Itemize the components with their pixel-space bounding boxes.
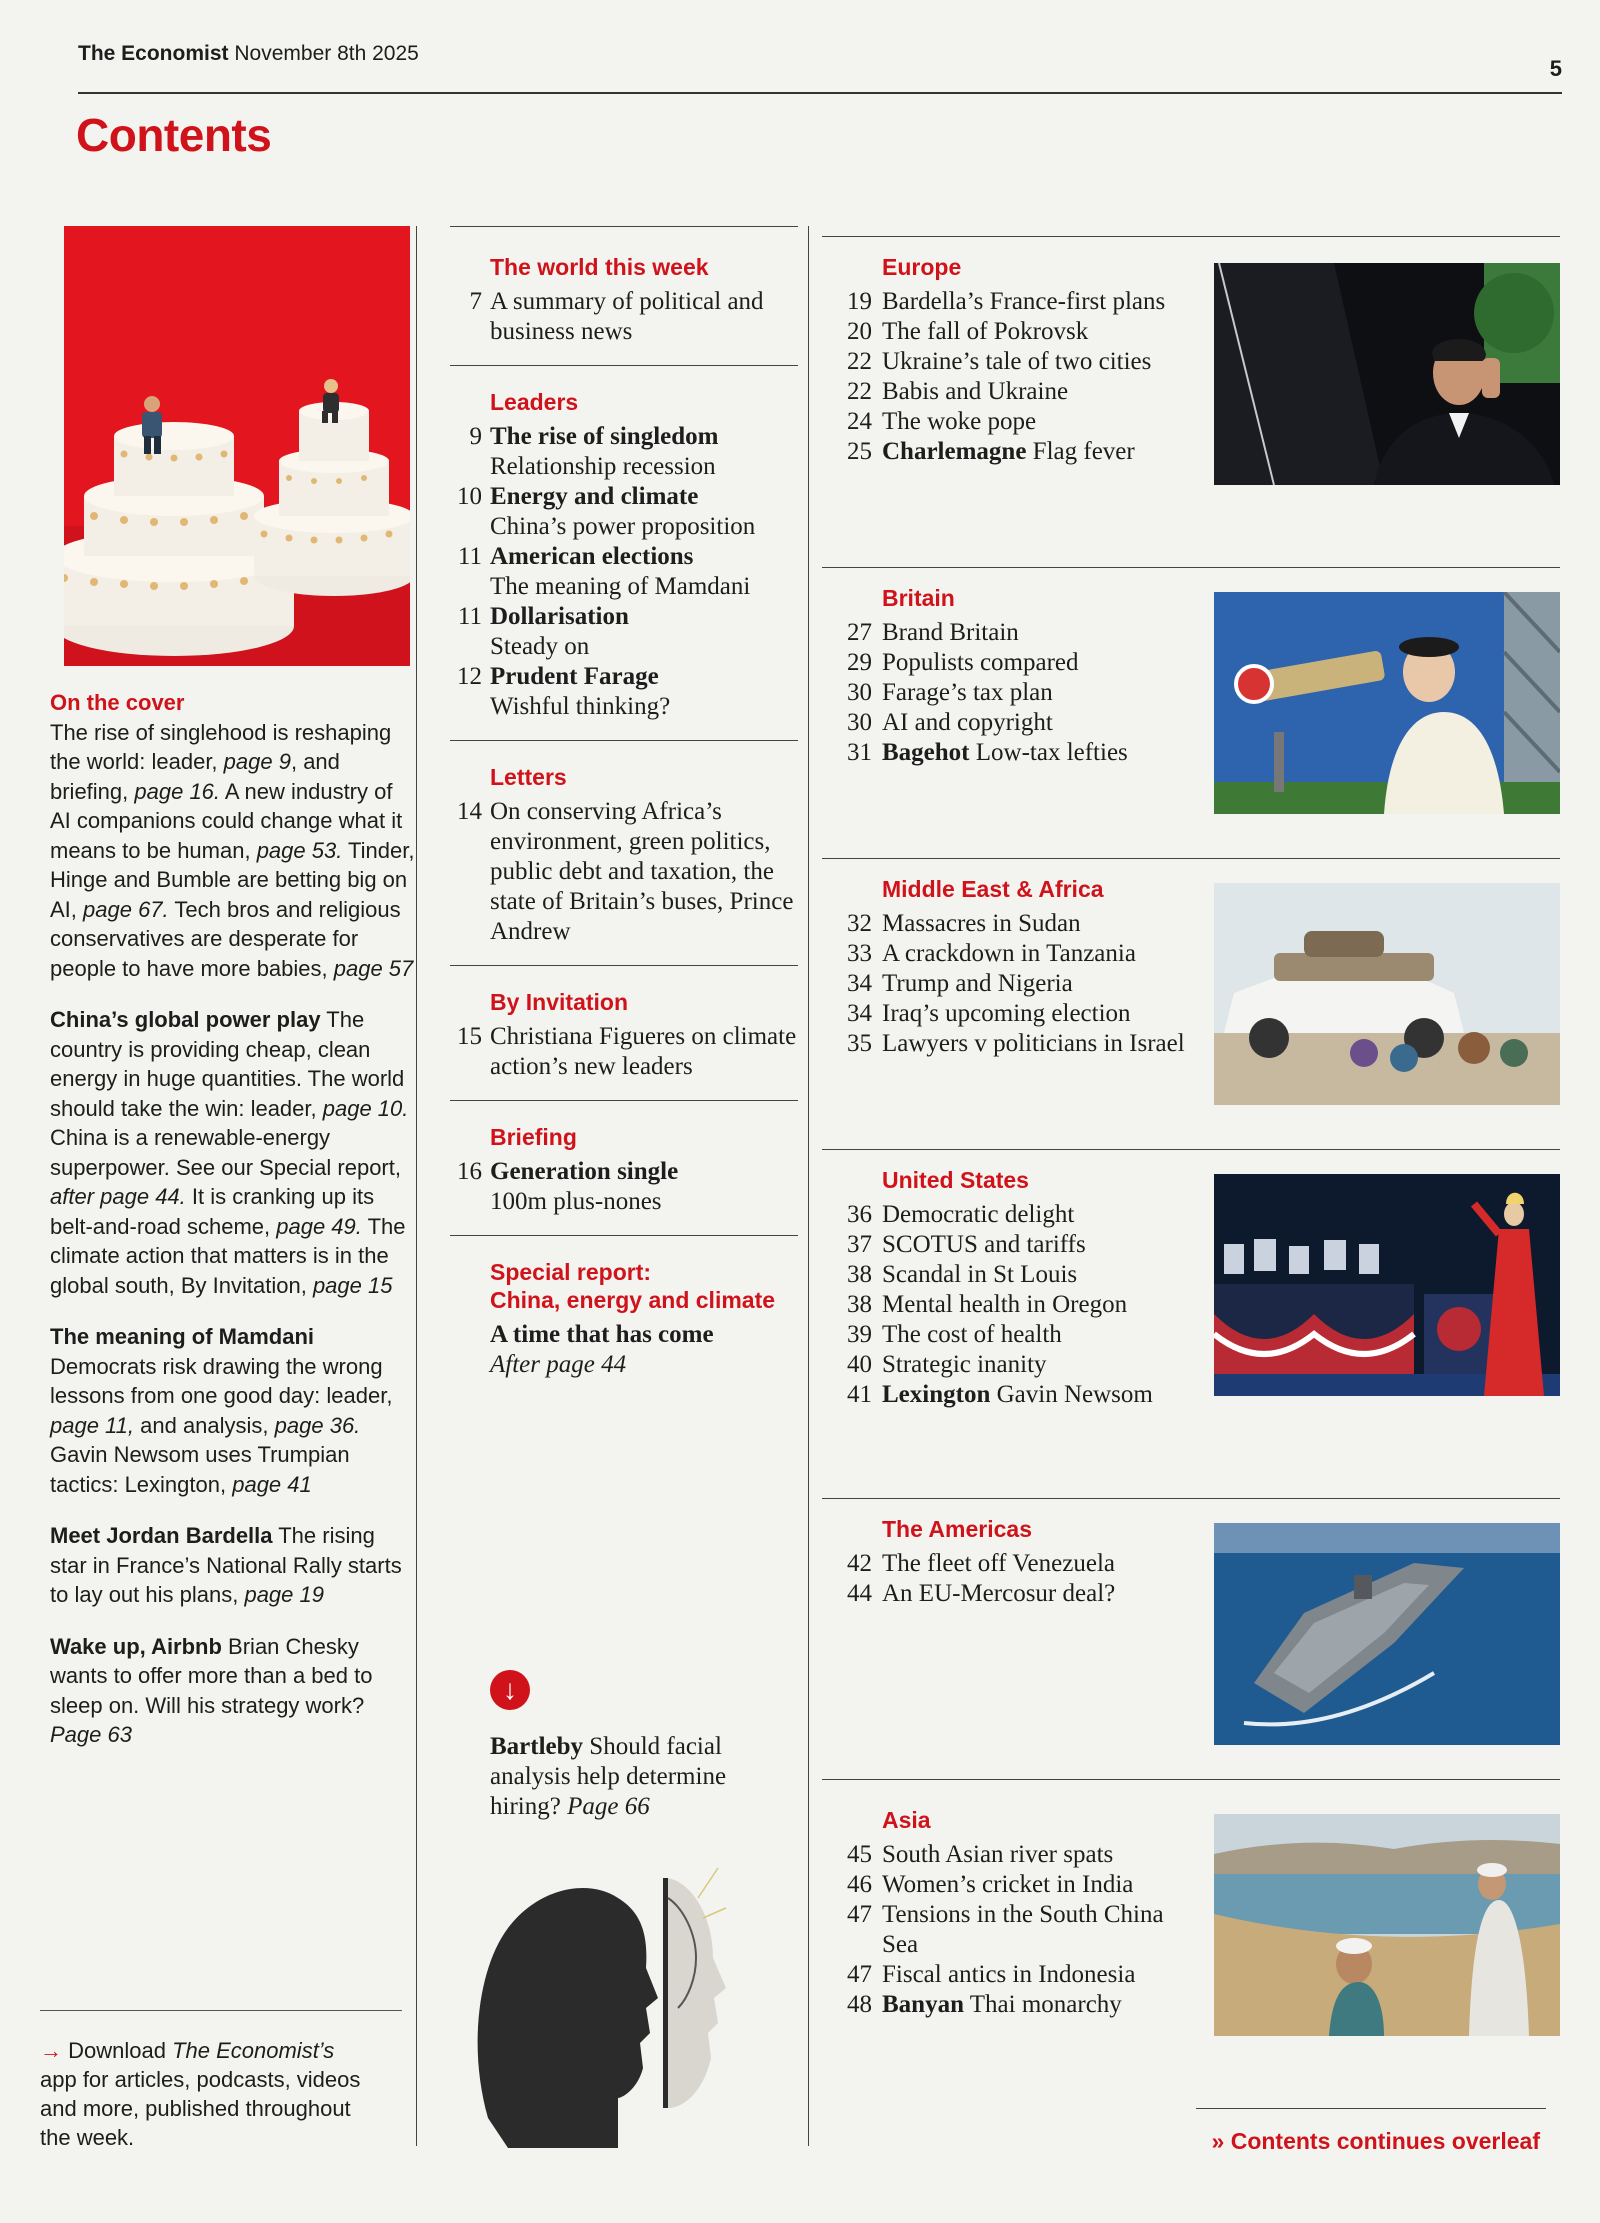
- toc-page: 38: [847, 1291, 872, 1318]
- toc-item[interactable]: [822, 738, 1202, 768]
- toc-item[interactable]: [822, 1840, 1202, 1870]
- toc-title: Iraq’s upcoming election: [882, 1000, 1131, 1027]
- toc-item[interactable]: [822, 1990, 1202, 2020]
- toc-title: Farage’s tax plan: [882, 679, 1053, 706]
- toc-item[interactable]: [822, 909, 1202, 939]
- mamdani-text: Democrats risk drawing the wrong lessons from one good day: leader,: [50, 1353, 393, 1408]
- toc-title: An EU-Mercosur deal?: [882, 1580, 1116, 1607]
- toc-item[interactable]: [822, 1380, 1202, 1410]
- toc-title: Low-tax lefties: [969, 739, 1128, 766]
- toc-title: Trump and Nigeria: [882, 970, 1073, 997]
- toc-item[interactable]: [450, 542, 798, 572]
- section-special-report: [450, 1235, 798, 1398]
- toc-item[interactable]: [822, 969, 1202, 999]
- toc-title: Tensions in the South China Sea: [882, 1901, 1164, 1958]
- toc-item[interactable]: [450, 1157, 798, 1187]
- toc-page: 46: [847, 1871, 872, 1898]
- toc-title: Scandal in St Louis: [882, 1261, 1078, 1288]
- section-heading: Britain: [882, 585, 955, 611]
- section-heading: Special report:: [490, 1259, 652, 1285]
- page-ref: page 11,: [50, 1412, 135, 1438]
- section-letters: [450, 740, 798, 965]
- cover-text: Tech bros and religious conservatives are desperate for people to have more babies,: [50, 896, 401, 981]
- toc-item[interactable]: [822, 1350, 1202, 1380]
- toc-page: 10: [457, 483, 482, 510]
- toc-title: Lawyers v politicians in Israel: [882, 1030, 1185, 1057]
- toc-title: The cost of health: [882, 1321, 1062, 1348]
- toc-item[interactable]: [822, 648, 1202, 678]
- toc-title: American elections: [490, 543, 694, 570]
- toc-title: Energy and climate: [490, 483, 699, 510]
- toc-item[interactable]: [822, 618, 1202, 648]
- europe-photo: [1214, 263, 1560, 485]
- toc-item[interactable]: [822, 1230, 1202, 1260]
- toc-page: 24: [847, 408, 872, 435]
- toc-title: Massacres in Sudan: [882, 910, 1081, 937]
- toc-subtitle: Steady on: [490, 633, 590, 660]
- china-text: The country is providing cheap, clean energy in huge quantities. The world should take the win: leader,: [50, 1007, 405, 1121]
- toc-title: A summary of political and business news: [490, 288, 764, 345]
- cover-text: , and briefing,: [50, 749, 340, 804]
- toc-page: 36: [847, 1201, 872, 1228]
- bartleby-teaser[interactable]: [490, 1732, 790, 1822]
- section-heading: Middle East & Africa: [882, 876, 1104, 902]
- toc-page: 44: [847, 1580, 872, 1607]
- mamdani-text: Gavin Newsom uses Trumpian tactics: Lexington,: [50, 1442, 350, 1497]
- toc-page: 14: [457, 798, 482, 825]
- toc-title: AI and copyright: [882, 709, 1053, 736]
- china-text: China is a renewable-energy superpower. See our Special report,: [50, 1125, 401, 1180]
- toc-title: Democratic delight: [882, 1201, 1075, 1228]
- top-rule: [78, 92, 1562, 94]
- toc-item[interactable]: [822, 939, 1202, 969]
- page-number: 5: [1549, 56, 1562, 81]
- toc-column-name: Lexington: [882, 1381, 991, 1408]
- section-heading: Leaders: [490, 389, 579, 415]
- section-heading: China, energy and climate: [490, 1287, 776, 1313]
- section-heading: Briefing: [490, 1124, 577, 1150]
- toc-title: On conserving Africa’s environment, green politics, public debt and taxation, the state of Britain’s buses, Prince Andrew: [490, 798, 794, 945]
- section-heading: Asia: [882, 1807, 931, 1833]
- toc-item[interactable]: [450, 1022, 798, 1082]
- section-heading: Europe: [882, 254, 962, 280]
- right-column: [822, 236, 1560, 2070]
- toc-page: 25: [847, 438, 872, 465]
- toc-item[interactable]: [822, 1290, 1202, 1320]
- airbnb-blurb: [50, 1632, 415, 1750]
- toc-item[interactable]: [822, 1260, 1202, 1290]
- section-europe: [822, 236, 1560, 567]
- cover-blurb: [50, 688, 415, 983]
- brand-name: The Economist: [78, 42, 229, 65]
- faces-illustration: [468, 1858, 728, 2148]
- toc-page: 38: [847, 1261, 872, 1288]
- toc-page: 16: [457, 1158, 482, 1185]
- toc-title: Thai monarchy: [963, 1991, 1122, 2018]
- toc-page: 11: [457, 543, 482, 570]
- china-text: The climate action that matters is in the global south, By Invitation,: [50, 1213, 406, 1298]
- page-ref: Page 63: [50, 1722, 132, 1747]
- toc-item[interactable]: [822, 407, 1202, 437]
- cover-text: The rise of singlehood is reshaping the world: leader,: [50, 719, 392, 774]
- toc-title: Gavin Newsom: [990, 1381, 1153, 1408]
- toc-item[interactable]: [822, 708, 1202, 738]
- toc-item[interactable]: [450, 422, 798, 452]
- toc-item[interactable]: [822, 1320, 1202, 1350]
- toc-page: 47: [847, 1961, 872, 1988]
- bardella-text: The rising star in France’s National Rally starts to lay out his plans,: [50, 1523, 402, 1607]
- toc-page: 34: [847, 970, 872, 997]
- toc-item[interactable]: [450, 797, 798, 947]
- left-column: [50, 688, 415, 1772]
- section-the-americas: [822, 1498, 1560, 1779]
- section-united-states: [822, 1149, 1560, 1498]
- page-ref: after page 44.: [50, 1184, 186, 1209]
- page-ref: page 67.: [83, 896, 169, 922]
- bardella-blurb: [50, 1521, 415, 1610]
- section-britain: [822, 567, 1560, 858]
- china-heading: China’s global power play: [50, 1007, 321, 1032]
- toc-subtitle: 100m plus-nones: [490, 1188, 662, 1215]
- toc-page: 35: [847, 1030, 872, 1057]
- middle-column: [450, 226, 798, 1398]
- toc-title: The fleet off Venezuela: [882, 1550, 1115, 1577]
- toc-page: 42: [847, 1550, 872, 1577]
- toc-item[interactable]: [822, 317, 1202, 347]
- section-by-invitation: [450, 965, 798, 1100]
- toc-page: 48: [847, 1991, 872, 2018]
- toc-page: 39: [847, 1321, 872, 1348]
- airbnb-text: Brian Chesky wants to offer more than a bed to sleep on. Will his strategy work?: [50, 1633, 373, 1718]
- toc-page: 7: [469, 288, 482, 315]
- cover-image: [64, 226, 410, 666]
- toc-title: A crackdown in Tanzania: [882, 940, 1136, 967]
- toc-item[interactable]: [450, 287, 798, 347]
- china-blurb: [50, 1005, 415, 1300]
- double-chevron-right-icon: »: [1211, 2128, 1225, 2154]
- page-ref: page 9: [223, 749, 291, 774]
- continues-label: Contents continues overleaf: [1230, 2128, 1540, 2154]
- left-divider: [40, 2010, 402, 2011]
- toc-title: Flag fever: [1026, 438, 1135, 465]
- toc-page: 37: [847, 1231, 872, 1258]
- toc-page: 12: [457, 663, 482, 690]
- asia-photo: [1214, 1814, 1560, 2036]
- toc-title: Christiana Figueres on climate action’s new leaders: [490, 1023, 797, 1080]
- toc-title: Mental health in Oregon: [882, 1291, 1128, 1318]
- britain-photo: [1214, 592, 1560, 814]
- toc-item[interactable]: [822, 1870, 1202, 1900]
- toc-page: 45: [847, 1841, 872, 1868]
- section-briefing: [450, 1100, 798, 1235]
- toc-item[interactable]: [822, 1960, 1202, 1990]
- toc-title: The woke pope: [882, 408, 1037, 435]
- toc-item[interactable]: [822, 1549, 1202, 1579]
- page-ref: page 41: [232, 1471, 312, 1497]
- bartleby-column-name: Bartleby: [490, 1733, 584, 1760]
- section-heading: The Americas: [882, 1516, 1032, 1542]
- toc-title: SCOTUS and tariffs: [882, 1231, 1086, 1258]
- toc-page: 40: [847, 1351, 872, 1378]
- toc-page: 27: [847, 619, 872, 646]
- toc-page: 15: [457, 1023, 482, 1050]
- page-ref: page 53.: [256, 837, 343, 863]
- toc-column-name: Bagehot: [882, 739, 970, 766]
- toc-item[interactable]: [450, 602, 798, 632]
- toc-title: Ukraine’s tale of two cities: [882, 348, 1152, 375]
- toc-title: Bardella’s France-first plans: [882, 288, 1166, 315]
- arrow-down-icon: ↓: [490, 1670, 530, 1710]
- section-asia: [822, 1779, 1560, 2070]
- toc-title: Women’s cricket in India: [882, 1871, 1134, 1898]
- toc-item[interactable]: [822, 347, 1202, 377]
- page-ref: page 15: [312, 1272, 393, 1298]
- cover-text: Tinder, Hinge and Bumble are betting big on AI,: [50, 837, 415, 922]
- section-middle-east-africa: [822, 858, 1560, 1149]
- toc-page: 22: [847, 348, 872, 375]
- toc-title: Strategic inanity: [882, 1351, 1047, 1378]
- page-ref: page 16.: [134, 778, 221, 804]
- toc-subtitle: The meaning of Mamdani: [490, 573, 751, 600]
- toc-page: 20: [847, 318, 872, 345]
- toc-item[interactable]: [450, 662, 798, 692]
- issue-date: November 8th 2025: [234, 42, 419, 65]
- section-heading: The world this week: [490, 254, 709, 280]
- china-text: It is cranking up its belt-and-road scheme,: [50, 1184, 375, 1239]
- united-states-photo: [1214, 1174, 1560, 1396]
- page-ref: page 19: [244, 1582, 324, 1607]
- page-title: Contents: [76, 109, 272, 161]
- toc-item[interactable]: [822, 1900, 1202, 1960]
- toc-column-name: Charlemagne: [882, 438, 1027, 465]
- toc-page: 30: [847, 679, 872, 706]
- toc-page: 19: [847, 288, 872, 315]
- toc-item[interactable]: [822, 999, 1202, 1029]
- download-text: app for articles, podcasts, videos and more, published throughout the week.: [40, 2067, 361, 2150]
- airbnb-heading: Wake up, Airbnb: [50, 1633, 222, 1659]
- page-ref: page 36.: [274, 1412, 361, 1438]
- page-ref: Page 66: [567, 1793, 650, 1820]
- toc-title: The fall of Pokrovsk: [882, 318, 1089, 345]
- special-report-page: After page 44: [490, 1351, 627, 1378]
- toc-title: Populists compared: [882, 649, 1079, 676]
- toc-item[interactable]: [822, 437, 1202, 467]
- toc-column-name: Banyan: [882, 1991, 964, 2018]
- toc-title: South Asian river spats: [882, 1841, 1114, 1868]
- toc-title: Prudent Farage: [490, 663, 659, 690]
- page-ref: page 49.: [276, 1213, 362, 1239]
- toc-page: 41: [847, 1381, 872, 1408]
- toc-page: 34: [847, 1000, 872, 1027]
- bardella-heading: Meet Jordan Bardella: [50, 1523, 273, 1548]
- mamdani-blurb: [50, 1322, 415, 1499]
- toc-subtitle: China’s power proposition: [490, 513, 756, 540]
- special-report-title[interactable]: A time that has come: [490, 1321, 714, 1348]
- page-ref: page 10.: [322, 1095, 409, 1121]
- section-world-this-week: [450, 226, 798, 365]
- the-americas-photo: [1214, 1523, 1560, 1745]
- toc-title: Brand Britain: [882, 619, 1019, 646]
- toc-subtitle: Relationship recession: [490, 453, 716, 480]
- middle-east-africa-photo: [1214, 883, 1560, 1105]
- cover-heading: On the cover: [50, 690, 185, 715]
- toc-item[interactable]: [822, 287, 1202, 317]
- toc-item[interactable]: [450, 482, 798, 512]
- page-ref: page 57: [333, 955, 414, 981]
- toc-item[interactable]: [822, 678, 1202, 708]
- toc-page: 31: [847, 739, 872, 766]
- section-leaders: [450, 365, 798, 740]
- toc-page: 9: [469, 423, 482, 450]
- mamdani-heading: The meaning of Mamdani: [50, 1324, 315, 1349]
- toc-title: Generation single: [490, 1158, 679, 1185]
- masthead: [78, 42, 419, 66]
- cover-text: A new industry of AI companions could change what it means to be human,: [50, 778, 403, 863]
- download-text: Download: [68, 2038, 173, 2063]
- toc-title: Fiscal antics in Indonesia: [882, 1961, 1136, 1988]
- toc-item[interactable]: [822, 1200, 1202, 1230]
- bartleby-text: Should facial analysis help determine hiring?: [490, 1733, 727, 1820]
- download-app-note: [40, 2036, 370, 2152]
- toc-title: Dollarisation: [490, 603, 629, 630]
- arrow-right-icon: →: [40, 2038, 62, 2063]
- toc-page: 47: [847, 1901, 872, 1928]
- section-heading: Letters: [490, 764, 567, 790]
- section-heading: United States: [882, 1167, 1029, 1193]
- toc-page: 32: [847, 910, 872, 937]
- download-brand: The Economist’s: [172, 2038, 335, 2063]
- toc-item[interactable]: [822, 1029, 1202, 1059]
- contents-continues-link[interactable]: [1212, 2128, 1540, 2155]
- toc-page: 29: [847, 649, 872, 676]
- column-divider: [416, 226, 417, 2146]
- section-heading: By Invitation: [490, 989, 629, 1015]
- toc-item[interactable]: [822, 377, 1202, 407]
- toc-page: 11: [457, 603, 482, 630]
- toc-item[interactable]: [822, 1579, 1202, 1609]
- bottom-rule: [1196, 2108, 1546, 2109]
- mamdani-text: and analysis,: [134, 1412, 275, 1438]
- toc-page: 33: [847, 940, 872, 967]
- toc-page: 22: [847, 378, 872, 405]
- toc-title: Babis and Ukraine: [882, 378, 1069, 405]
- column-divider: [808, 226, 809, 2146]
- toc-page: 30: [847, 709, 872, 736]
- toc-subtitle: Wishful thinking?: [490, 693, 671, 720]
- toc-title: The rise of singledom: [490, 423, 719, 450]
